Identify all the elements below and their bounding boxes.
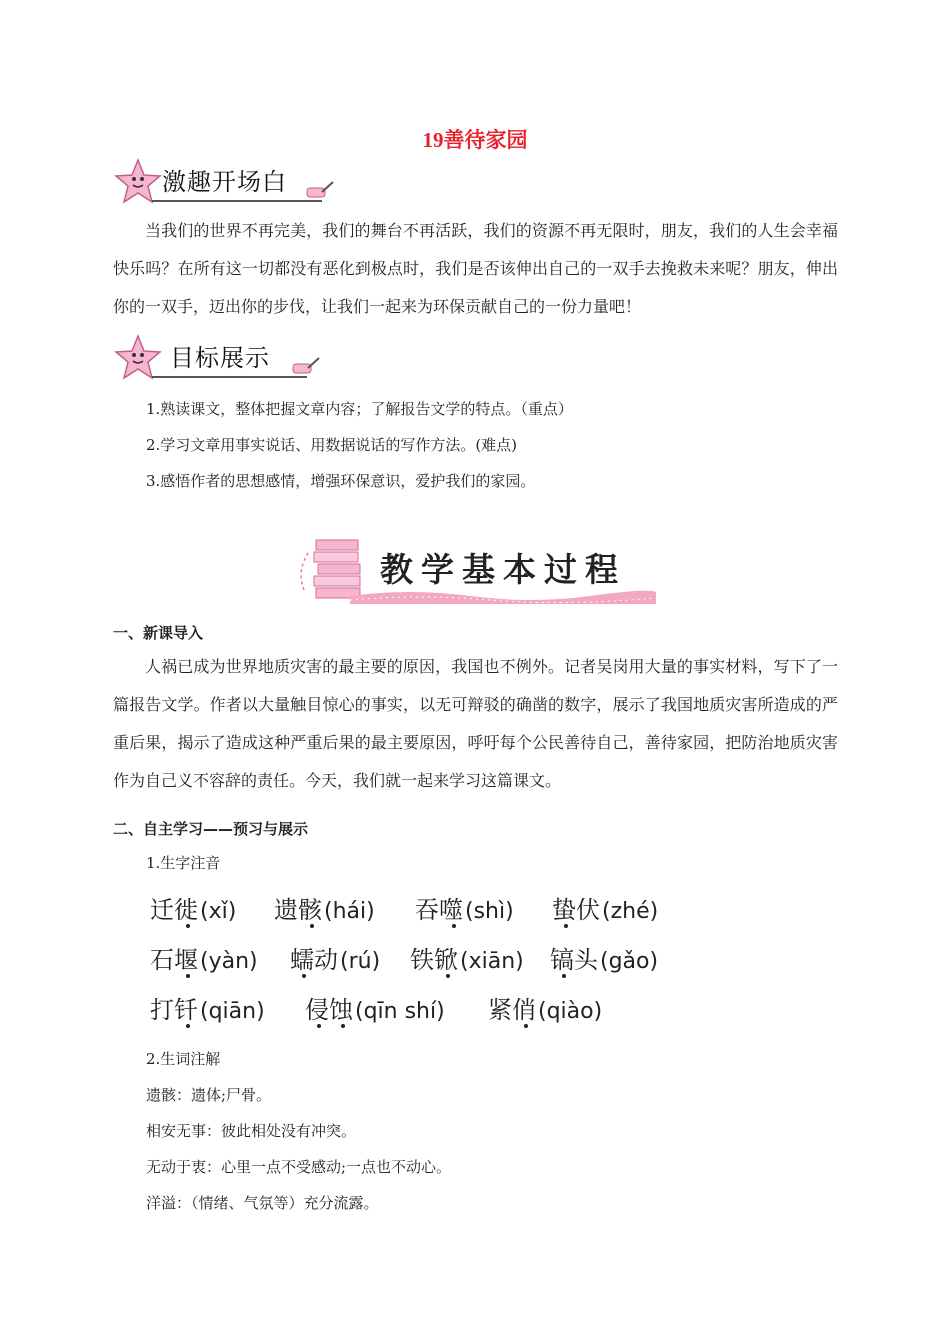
pinyin-item: 打钎(qiān) [150,996,265,1024]
emphasis-dot [186,974,190,978]
pinyin-item: 迁徙(xǐ) [150,896,237,924]
emphasis-dot [446,974,450,978]
section-banner-intro [112,158,332,208]
emphasis-dot [564,924,568,928]
goal-item: 1.熟读课文，整体把握文章内容；了解报告文学的特点。（重点） [146,400,573,418]
emphasis-dot [302,974,306,978]
emphasis-dot [341,1024,345,1028]
pinyin-item: 紧俏(qiào) [488,996,603,1024]
definition-item: 相安无事：彼此相处没有冲突。 [146,1122,357,1140]
goal-item: 2.学习文章用事实说话、用数据说话的写作方法。(难点) [146,436,518,454]
pen-hand-icon [304,180,334,202]
emphasis-dot [317,1024,321,1028]
pinyin-item: 蠕动(rú) [290,946,381,974]
subsection-title: 1.生字注音 [146,854,221,872]
pinyin-item: 侵蚀(qīn shí) [305,996,445,1024]
banner-title: 目标展示 [170,344,270,372]
definition-item: 洋溢：（情绪、气氛等）充分流露。 [146,1194,379,1212]
definition-item: 遗骸：遗体;尸骨。 [146,1086,272,1104]
pinyin-item: 石堰(yàn) [150,946,258,974]
section-heading: 一、新课导入 [113,624,204,642]
banner-underline [152,376,307,378]
pinyin-item: 镐头(gǎo) [550,946,659,974]
pinyin-item: 遗骸(hái) [274,896,375,924]
star-mascot-icon [112,158,164,206]
definition-item: 无动于衷：心里一点不受感动;一点也不动心。 [146,1158,452,1176]
emphasis-dot [186,924,190,928]
process-banner [290,530,660,612]
goal-item: 3.感悟作者的思想感情，增强环保意识，爱护我们的家园。 [146,472,536,490]
emphasis-dot [524,1024,528,1028]
emphasis-dot [452,924,456,928]
section-banner-goals [112,334,322,384]
pinyin-item: 吞噬(shì) [415,896,514,924]
star-mascot-icon [112,334,164,382]
emphasis-dot [562,974,566,978]
pinyin-item: 蛰伏(zhé) [552,896,659,924]
banner-underline [152,200,322,202]
pen-hand-icon [290,356,320,378]
emphasis-dot [310,924,314,928]
intro-paragraph: 当我们的世界不再完美，我们的舞台不再活跃，我们的资源不再无限时，朋友，我们的人生会幸福快乐吗？在所有这一切都没有恶化到极点时，我们是否该伸出自己的一双手去挽救未来呢？朋友，伸出你的一双手，迈出你的步伐，让我们一起来为环保贡献自己的一份力量吧！ [113,221,838,316]
section-paragraph: 人祸已成为世界地质灾害的最主要的原因，我国也不例外。记者吴岗用大量的事实材料，写下了一篇报告文学。作者以大量触目惊心的事实，以无可辩驳的确凿的数字，展示了我国地质灾害所造成的严重后果，揭示了造成这种严重后果的最主要原因，呼吁每个公民善待自己，善待家园，把防治地质灾害作为自己义不容辞的责任。今天，我们就一起来学习这篇课文。 [113,657,838,790]
emphasis-dot [186,1024,190,1028]
section-heading: 二、自主学习——预习与展示 [113,820,309,838]
process-banner-title: 教学基本过程 [380,550,626,589]
page-title: 19善待家园 [422,128,528,152]
subsection-title: 2.生词注解 [146,1050,221,1068]
pinyin-item: 铁锨(xiān) [410,946,524,974]
banner-title: 激趣开场白 [162,168,287,196]
